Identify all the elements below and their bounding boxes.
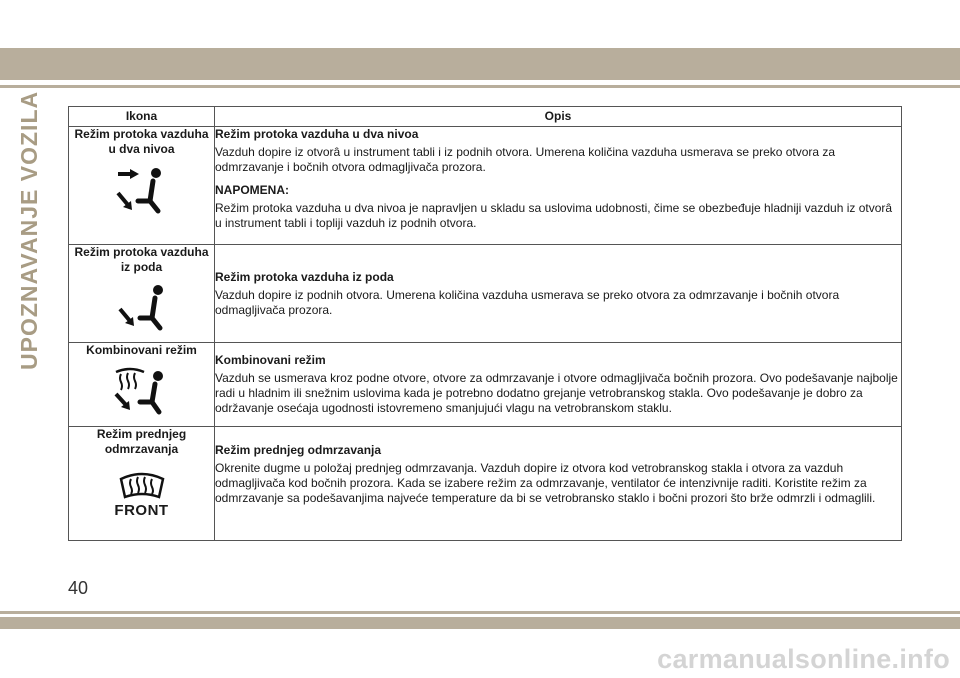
icon-cell <box>69 343 215 427</box>
icon-label: Kombinovani režim <box>86 343 197 357</box>
icon-cell <box>69 427 215 541</box>
front-defrost-icon <box>117 469 167 501</box>
mode-description: Okrenite dugme u položaj prednjeg odmrzavanja. Vazduh dopire iz otvora kod vetrobranskog stakla i otvora za vazduh odmagljivača kod bočnih prozora. Kada se izabere režim za odmrzavanje, ventilator će intenzivnije raditi. Koristite režim za odmrzavanje sa podešavanjima najveće temperature da bi se vetrobransko staklo i bočni prozori što brže odmrzli i odmaglili. <box>215 461 876 505</box>
table-header-row <box>69 107 902 127</box>
icon-cell <box>69 127 215 245</box>
floor-airflow-icon <box>112 285 172 333</box>
hvac-modes-table <box>68 106 902 541</box>
icon-cell <box>69 245 215 343</box>
footer-rule <box>0 611 960 614</box>
header-rule <box>0 85 960 88</box>
mode-title: Kombinovani režim <box>215 353 326 367</box>
note-title: NAPOMENA: <box>215 183 289 197</box>
mix-mode-icon <box>112 364 172 416</box>
icon-label: Režim prednjeg odmrzavanja <box>96 427 187 456</box>
table-row <box>69 427 902 541</box>
icon-label: Režim protoka vazduha u dva nivoa <box>74 127 209 156</box>
description-cell <box>215 245 902 343</box>
mode-description: Vazduh se usmerava kroz podne otvore, otvore za odmrzavanje i otvore odmagljivača bočnih prozora. Ovo podešavanje najbolje radi u hladnim ili snežnim uslovima kada je potrebno dodatno grejanje vetrobranskog stakla. Ovo podešavanje je dobro za održavanje osećaja ugodnosti istovremeno smanjujući vlagu na vetrobranskom staklu. <box>215 371 898 415</box>
page-number: 40 <box>68 578 89 598</box>
table-row <box>69 245 902 343</box>
front-label: FRONT <box>114 502 169 519</box>
column-header-icon: Ikona <box>69 107 215 127</box>
mode-description: Vazduh dopire iz otvorâ u instrument tabli i iz podnih otvora. Umerena količina vazduha usmerava se preko otvora za odmrzavanje i bočnih otvora odmagljivača prozora. <box>215 145 836 174</box>
section-title: UPOZNAVANJE VOZILA <box>16 90 42 370</box>
table-row <box>69 127 902 245</box>
description-cell <box>215 427 902 541</box>
mode-title: Režim prednjeg odmrzavanja <box>215 443 382 457</box>
icon-label: Režim protoka vazduha iz poda <box>74 245 209 274</box>
header-band <box>0 48 960 80</box>
bilevel-airflow-icon <box>112 167 172 215</box>
description-cell <box>215 343 902 427</box>
watermark: carmanualsonline.info <box>657 644 950 674</box>
mode-description: Vazduh dopire iz podnih otvora. Umerena količina vazduha usmerava se preko otvora za odmrzavanje i bočnih otvora odmagljivača prozora. <box>215 287 840 317</box>
note-text: Režim protoka vazduha u dva nivoa je napravljen u skladu sa uslovima udobnosti, čime se obezbeđuje hladniji vazduh iz otvorâ u instrument tabli i topliji vazduh iz podnih otvora. <box>215 201 893 230</box>
mode-title: Režim protoka vazduha u dva nivoa <box>215 127 419 141</box>
column-header-description: Opis <box>215 107 902 127</box>
description-cell <box>215 127 902 245</box>
footer-band <box>0 617 960 629</box>
mode-title: Režim protoka vazduha iz poda <box>215 269 394 284</box>
table-row <box>69 343 902 427</box>
